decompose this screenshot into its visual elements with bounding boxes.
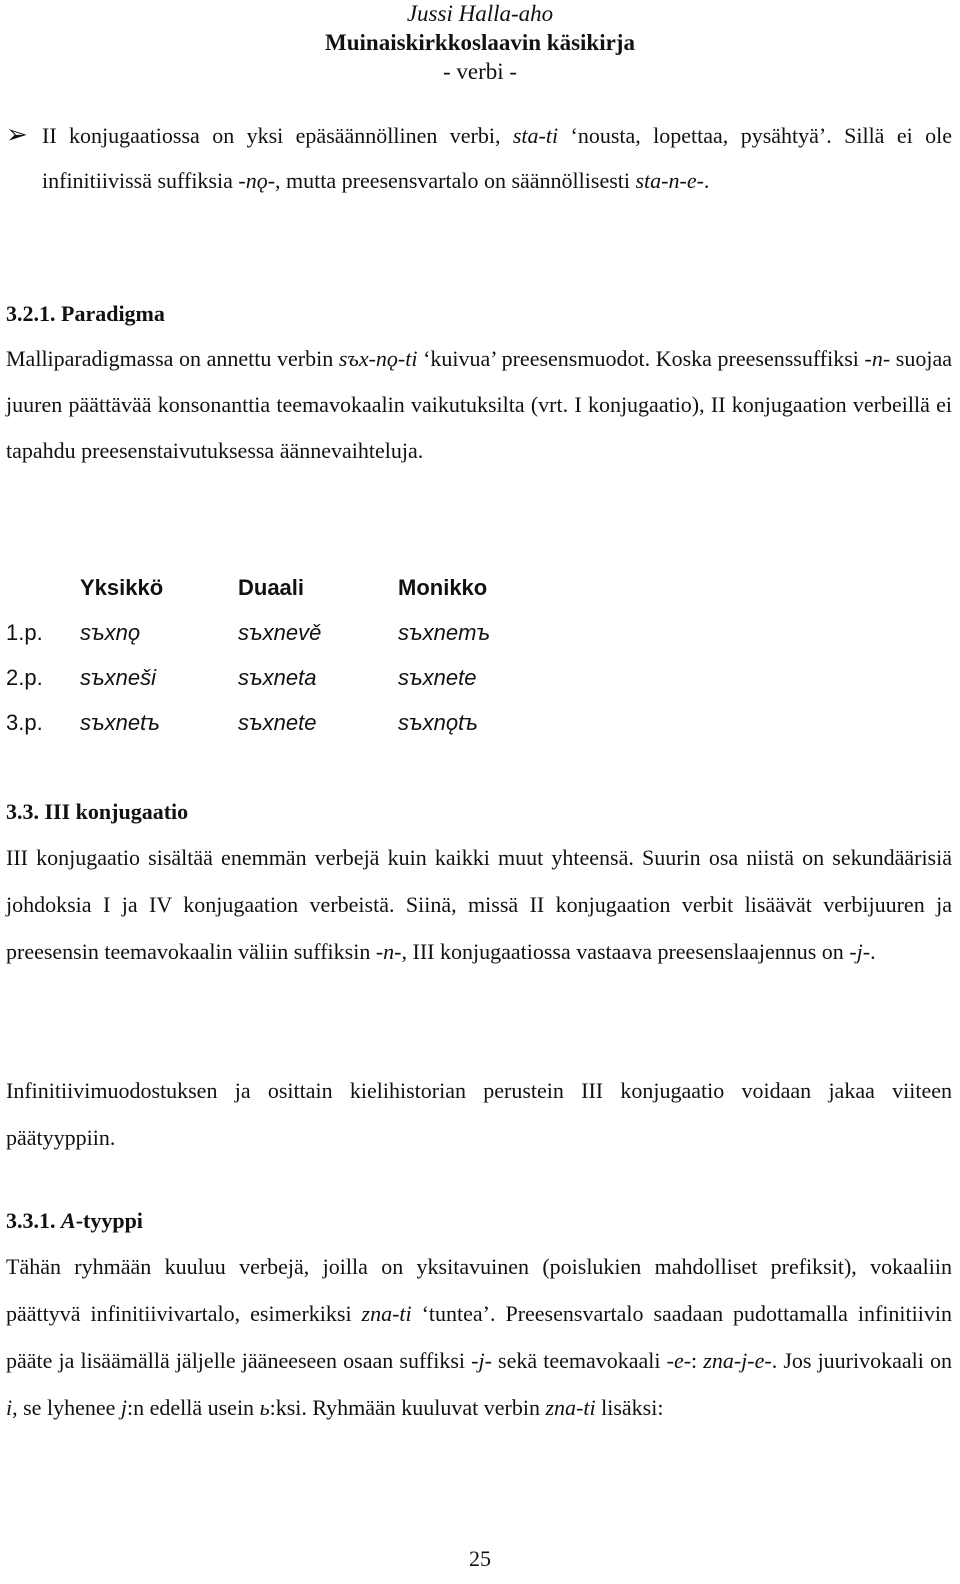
paradigm-table <box>6 565 598 745</box>
person-cell: 2.p. <box>6 664 43 690</box>
table-row <box>6 655 598 700</box>
person-cell: 1.p. <box>6 619 43 645</box>
header-title: Muinaiskirkkoslaavin käsikirja <box>325 30 635 55</box>
paragraph-iii-konjugaatio: III konjugaatio sisältää enemmän verbejä kuin kaikki muut yhteensä. Suurin osa niistä on sekundäärisiä johdoksia I ja IV konjugaation verbeistä. Siinä, missä II konjugaation verbit lisäävät verbijuuren ja preesensin teemavokaalin väliin suffiksin -n-, III konjugaatiossa vastaava preesenslaajennus on -j-. <box>6 845 952 964</box>
arrow-bullet-icon: ➢ <box>6 120 28 149</box>
form-cell: sъxneta <box>238 664 317 690</box>
header-cell-person <box>6 565 80 610</box>
paragraph-a-tyyppi: Tähän ryhmään kuuluu verbejä, joilla on yksitavuinen (poislukien mahdolliset prefiksit), vokaaliin päättyvä infinitiivivartalo, esimerkiksi zna-ti ‘tuntea’. Preesensvartalo saadaan pudottamalla infinitiivin pääte ja lisäämällä jäljelle jääneeseen osaan suffiksi -j- sekä teemavokaali -e-: zna-j-e-. Jos juurivokaali on i, se lyhenee j:n edellä usein ь:ksi. Ryhmään kuuluvat verbin zna-ti lisäksi: <box>6 1254 952 1420</box>
section-heading-3-2-1: 3.2.1. Paradigma <box>6 301 165 326</box>
header-author: Jussi Halla-aho <box>406 1 554 26</box>
bullet-paragraph: II konjugaatiossa on yksi epäsäännöllinen verbi, sta-ti ‘nousta, lopettaa, pysähtyä’. Sillä ei ole infinitiivissä suffiksia -nǫ-, mutta preesensvartalo on säännöllisesti sta-n-e-. <box>42 123 952 193</box>
form-cell: sъxnetъ <box>80 709 160 735</box>
page-number: 25 <box>469 1546 491 1571</box>
table-row <box>6 700 598 745</box>
form-cell: sъxnemъ <box>398 619 491 645</box>
header-cell-plural: Monikko <box>398 574 488 600</box>
form-cell: sъxnete <box>238 709 317 735</box>
paradigm-header-row <box>6 565 598 610</box>
form-cell: sъxnete <box>398 664 477 690</box>
form-cell: sъxnevě <box>238 619 322 645</box>
header-subtitle: - verbi - <box>442 59 518 84</box>
form-cell: sъxnǫ <box>80 619 141 645</box>
section-heading-3-3-1: 3.3.1. A-tyyppi <box>6 1208 143 1233</box>
table-row <box>6 610 598 655</box>
header-cell-dual: Duaali <box>238 574 305 600</box>
form-cell: sъxneši <box>80 664 157 690</box>
person-cell: 3.p. <box>6 709 43 735</box>
header-cell-singular: Yksikkö <box>80 574 164 600</box>
paragraph-paradigma: Malliparadigmassa on annettu verbin sъx-nǫ-ti ‘kuivua’ preesensmuodot. Koska preesenssuffiksi -n- suojaa juuren päättävää konsonanttia teemavokaalin vaikutuksilta (vrt. I konjugaatio), II konjugaation verbeillä ei tapahdu preesenstaivutuksessa äännevaihteluja. <box>6 346 952 463</box>
paragraph-infinitiivi: Infinitiivimuodostuksen ja osittain kielihistorian perustein III konjugaatio voidaan jakaa viiteen päätyyppiin. <box>6 1078 952 1150</box>
form-cell: sъxnǫtъ <box>398 709 478 735</box>
section-heading-3-3: 3.3. III konjugaatio <box>6 799 189 824</box>
